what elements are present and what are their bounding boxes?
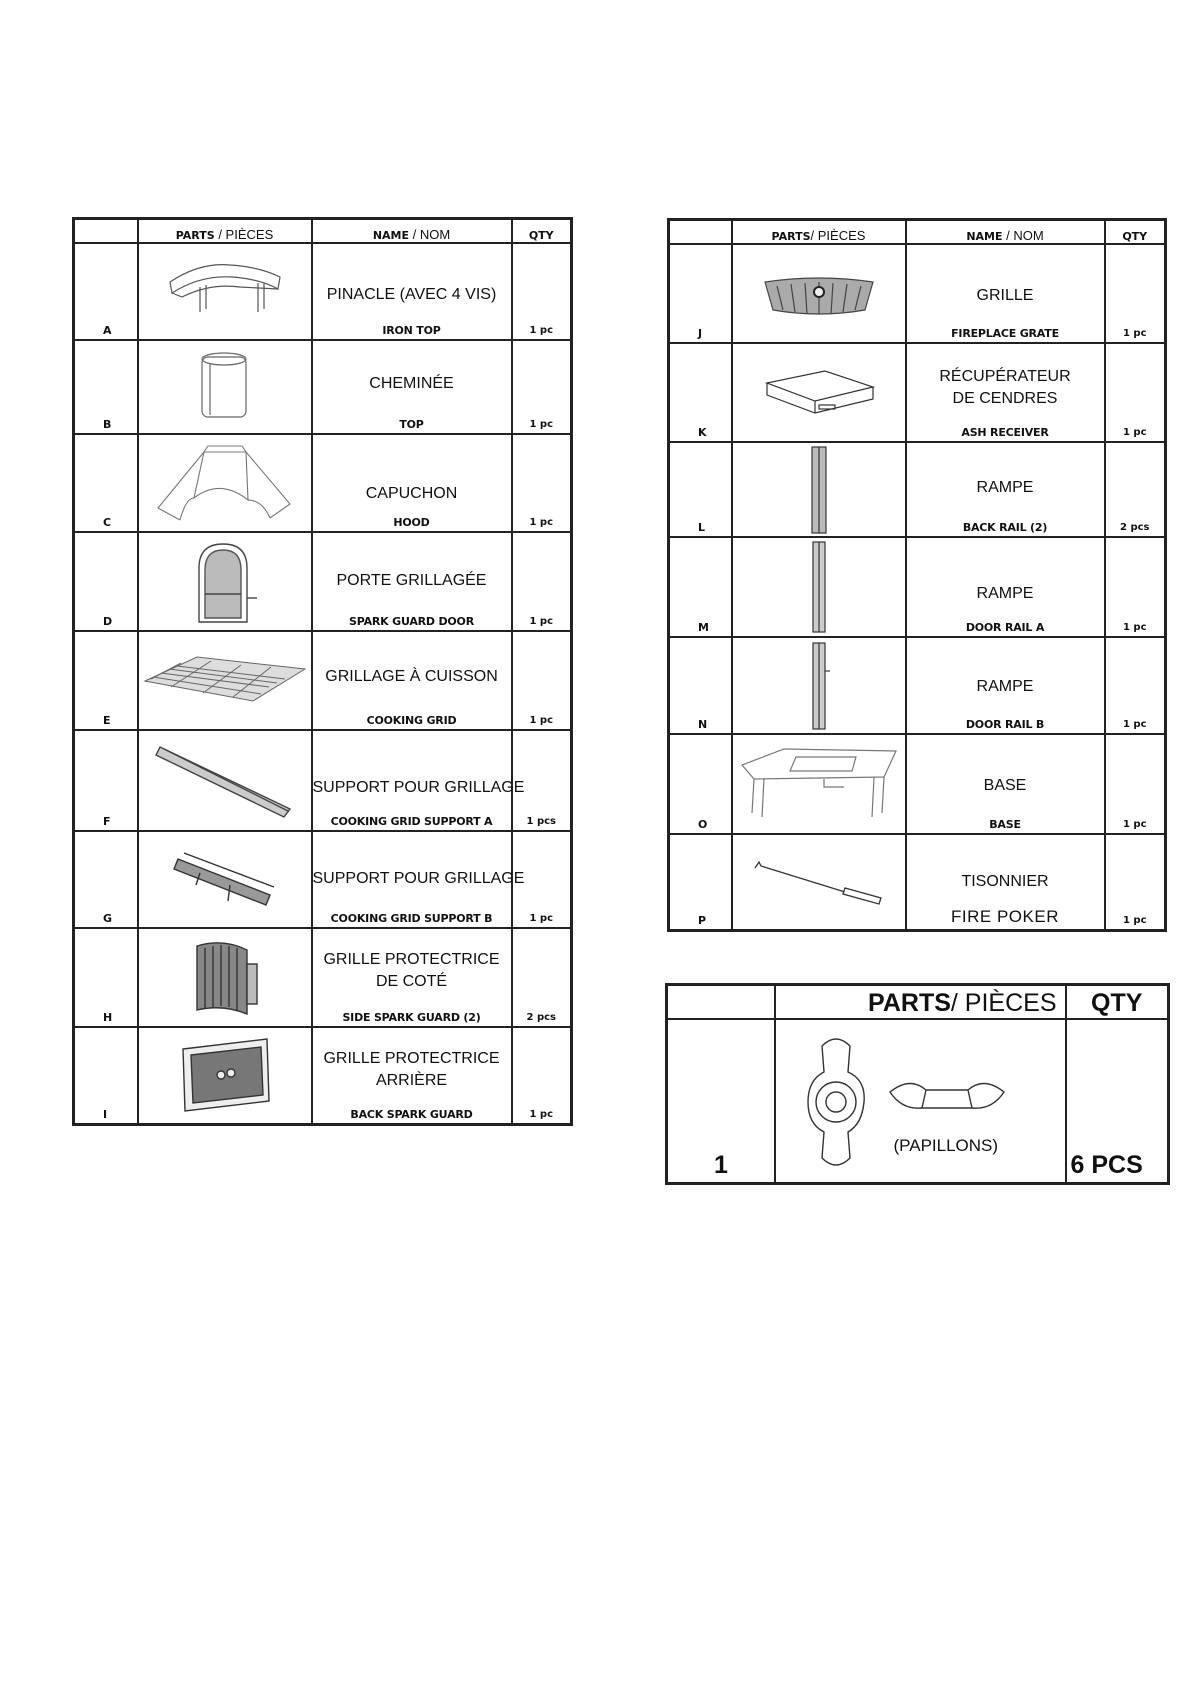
part-name-en: BACK RAIL (2)	[962, 521, 1048, 534]
header-qty: QTY	[512, 219, 572, 244]
part-letter: I	[74, 1027, 138, 1124]
header-blank	[669, 220, 732, 245]
part-name-cell	[312, 532, 512, 631]
part-name-fr: BASE	[983, 777, 1027, 794]
part-qty: 1 pcs	[512, 730, 572, 831]
part-name-cell	[906, 537, 1105, 637]
part-name-en: FIREPLACE GRATE	[951, 327, 1059, 340]
table-row	[74, 434, 572, 532]
part-image-base	[732, 734, 906, 834]
parts-table-left	[72, 217, 573, 1126]
table-row	[74, 532, 572, 631]
table-row	[74, 831, 572, 928]
part-name-fr: CHEMINÉE	[369, 375, 454, 392]
grid-support-b-icon	[170, 845, 280, 915]
part-letter: O	[669, 734, 732, 834]
header-blank	[667, 985, 775, 1020]
ash-receiver-icon	[759, 363, 879, 423]
part-name-cell	[312, 730, 525, 831]
header-parts: PARTS / PIÈCES	[138, 219, 312, 244]
grid-support-a-icon	[150, 739, 300, 823]
header-name: NAME / NOM	[312, 219, 512, 244]
part-name-en: BACK SPARK GUARD	[350, 1107, 473, 1121]
iron-top-icon	[160, 257, 290, 327]
part-qty: 1 pc	[1105, 343, 1166, 442]
part-name-fr: SUPPORT POUR GRILLAGE	[312, 870, 525, 887]
header-name: NAME / NOM	[906, 220, 1105, 245]
part-letter: N	[669, 637, 732, 734]
part-image-grid-support-a	[138, 730, 312, 831]
part-letter: B	[74, 340, 138, 434]
part-name-cell	[906, 834, 1105, 930]
part-qty: 1 pc	[512, 434, 572, 532]
part-letter: K	[669, 343, 732, 442]
part-image-top	[138, 340, 312, 434]
part-qty: 1 pc	[512, 631, 572, 730]
part-letter: M	[669, 537, 732, 637]
header-qty: QTY	[1066, 985, 1169, 1020]
table-row	[669, 537, 1166, 637]
part-qty: 1 pc	[1105, 637, 1166, 734]
part-image-cooking-grid	[138, 631, 312, 730]
cooking-grid-icon	[141, 651, 309, 711]
back-spark-guard-icon	[175, 1035, 275, 1115]
part-name-fr: GRILLE	[976, 287, 1034, 304]
part-name-en: DOOR RAIL B	[965, 718, 1045, 731]
table-row	[74, 928, 572, 1027]
part-name-cell	[312, 243, 512, 340]
part-name-fr-line1: RÉCUPÉRATEUR	[939, 368, 1071, 385]
part-letter: C	[74, 434, 138, 532]
part-name-fr: CAPUCHON	[365, 485, 458, 502]
header-qty: QTY	[1105, 220, 1166, 245]
part-image-wing-nut	[775, 1019, 1066, 1184]
door-rail-b-icon	[804, 641, 834, 731]
fire-poker-icon	[749, 852, 889, 912]
table-header	[667, 985, 1169, 1020]
spark-guard-door-icon	[185, 538, 265, 626]
part-name-en: SIDE SPARK GUARD (2)	[342, 1011, 481, 1024]
part-name-cell	[906, 343, 1105, 442]
header-parts: PARTS/ PIÈCES	[775, 985, 1066, 1020]
part-name-fr: PINACLE (AVEC 4 VIS)	[326, 286, 497, 303]
part-image-side-spark-guard	[138, 928, 312, 1027]
wing-nut-icon	[776, 1020, 1067, 1180]
fireplace-grate-icon	[759, 264, 879, 324]
part-image-back-spark-guard	[138, 1027, 312, 1124]
part-name-en: HOOD	[393, 516, 430, 529]
part-name-en: COOKING GRID SUPPORT A	[330, 815, 493, 828]
part-name-cell	[906, 734, 1105, 834]
part-name-en: COOKING GRID SUPPORT B	[330, 912, 493, 925]
wing-nut-label: (PAPILLONS)	[893, 1136, 999, 1155]
part-name-en: DOOR RAIL A	[965, 621, 1045, 634]
table-row	[74, 340, 572, 434]
part-name-en: ASH RECEIVER	[961, 426, 1049, 439]
part-name-fr-line2: DE COTÉ	[375, 973, 448, 990]
part-name-fr-line1: GRILLE PROTECTRICE	[323, 951, 500, 968]
part-name-en: COOKING GRID	[366, 714, 457, 727]
part-image-door-rail-a	[732, 537, 906, 637]
part-name-en: IRON TOP	[382, 324, 441, 337]
table-header	[74, 219, 572, 244]
table-header	[669, 220, 1166, 245]
part-image-ash-receiver	[732, 343, 906, 442]
part-image-spark-guard-door	[138, 532, 312, 631]
part-name-fr: RAMPE	[976, 585, 1034, 602]
part-name-fr: GRILLAGE À CUISSON	[325, 668, 498, 685]
part-name-cell	[312, 340, 512, 434]
part-name-en: BASE	[989, 818, 1021, 831]
part-qty: 1 pc	[1105, 537, 1166, 637]
back-rail-icon	[804, 445, 834, 535]
table-row	[669, 834, 1166, 930]
part-qty: 1 pc	[512, 243, 572, 340]
part-name-cell	[906, 637, 1105, 734]
part-qty: 1 pc	[512, 831, 572, 928]
part-image-back-rail	[732, 442, 906, 537]
part-letter: L	[669, 442, 732, 537]
wing-nut-table	[665, 983, 1170, 1185]
part-name-cell	[312, 831, 525, 928]
part-letter: F	[74, 730, 138, 831]
door-rail-a-icon	[804, 540, 834, 634]
part-letter: D	[74, 532, 138, 631]
part-qty: 1 pc	[1105, 734, 1166, 834]
table-row	[669, 244, 1166, 343]
part-qty: 2 pcs	[1105, 442, 1166, 537]
table-row	[669, 637, 1166, 734]
part-letter: A	[74, 243, 138, 340]
part-name-fr: RAMPE	[976, 479, 1034, 496]
part-qty: 2 pcs	[512, 928, 572, 1027]
part-image-fireplace-grate	[732, 244, 906, 343]
part-image-iron-top	[138, 243, 312, 340]
part-qty: 1 pc	[1105, 834, 1166, 930]
base-icon	[734, 741, 904, 827]
table-row	[667, 1019, 1169, 1184]
table-row	[74, 1027, 572, 1124]
part-name-fr-line2: DE CENDRES	[952, 390, 1058, 407]
part-letter: J	[669, 244, 732, 343]
table-row	[74, 730, 572, 831]
part-image-door-rail-b	[732, 637, 906, 734]
part-name-en: FIRE POKER	[951, 906, 1059, 926]
part-name-cell	[312, 631, 512, 730]
table-row	[74, 243, 572, 340]
part-letter: E	[74, 631, 138, 730]
part-qty: 1 pc	[512, 1027, 572, 1124]
part-letter: G	[74, 831, 138, 928]
part-name-fr-line1: GRILLE PROTECTRICE	[323, 1050, 500, 1067]
part-name-cell	[312, 928, 512, 1027]
part-qty: 1 pc	[1105, 244, 1166, 343]
part-qty: 1 pc	[512, 532, 572, 631]
part-image-fire-poker	[732, 834, 906, 930]
parts-table-right	[667, 218, 1167, 932]
header-parts: PARTS/ PIÈCES	[732, 220, 906, 245]
part-image-grid-support-b	[138, 831, 312, 928]
table-row	[669, 442, 1166, 537]
part-name-cell	[312, 434, 512, 532]
part-name-fr: RAMPE	[976, 678, 1034, 695]
part-qty: 1 pc	[512, 340, 572, 434]
part-name-fr: TISONNIER	[961, 873, 1049, 890]
part-qty: 6 PCS	[1066, 1019, 1169, 1184]
part-letter: P	[669, 834, 732, 930]
side-spark-guard-icon	[183, 936, 267, 1020]
part-image-hood	[138, 434, 312, 532]
part-number: 1	[667, 1019, 775, 1184]
part-letter: H	[74, 928, 138, 1027]
part-name-fr-line2: ARRIÈRE	[375, 1072, 448, 1089]
part-name-en: TOP	[399, 418, 424, 431]
header-blank	[74, 219, 138, 244]
part-name-cell	[906, 244, 1105, 343]
part-name-fr: SUPPORT POUR GRILLAGE	[312, 779, 525, 796]
part-name-fr: PORTE GRILLAGÉE	[336, 572, 487, 589]
part-name-cell	[312, 1027, 512, 1124]
hood-icon	[150, 438, 300, 528]
table-row	[669, 343, 1166, 442]
table-row	[669, 734, 1166, 834]
table-row	[74, 631, 572, 730]
chimney-top-icon	[190, 347, 260, 427]
part-name-cell	[906, 442, 1105, 537]
part-name-en: SPARK GUARD DOOR	[349, 615, 474, 628]
